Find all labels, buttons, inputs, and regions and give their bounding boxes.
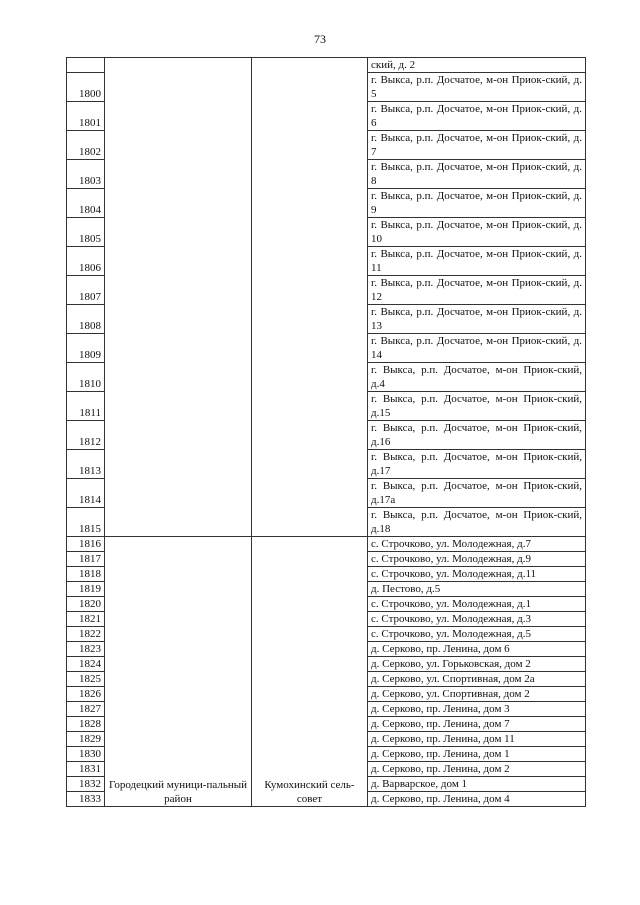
row-number-cell: 1818 [67, 567, 105, 582]
address-cell: с. Строчково, ул. Молодежная, д.3 [368, 612, 586, 627]
district-cell: Городецкий муници-пальный район [105, 537, 252, 807]
address-cell: с. Строчково, ул. Молодежная, д.5 [368, 627, 586, 642]
row-number-cell: 1828 [67, 717, 105, 732]
council-cell [252, 58, 368, 537]
row-number-cell: 1804 [67, 189, 105, 218]
address-cell: с. Строчково, ул. Молодежная, д.9 [368, 552, 586, 567]
address-cell: д. Серково, пр. Ленина, дом 7 [368, 717, 586, 732]
address-cell: д. Серково, ул. Горьковская, дом 2 [368, 657, 586, 672]
row-number-cell: 1819 [67, 582, 105, 597]
row-number-cell: 1813 [67, 450, 105, 479]
row-number-cell [67, 58, 105, 73]
address-cell: д. Серково, ул. Спортивная, дом 2а [368, 672, 586, 687]
row-number-cell: 1809 [67, 334, 105, 363]
row-number-cell: 1801 [67, 102, 105, 131]
address-cell: д. Серково, пр. Ленина, дом 11 [368, 732, 586, 747]
address-cell: г. Выкса, р.п. Досчатое, м-он Приок-ский, д. 11 [368, 247, 586, 276]
row-number-cell: 1812 [67, 421, 105, 450]
row-number-cell: 1833 [67, 792, 105, 807]
address-cell: г. Выкса, р.п. Досчатое, м-он Приок-ский, д. 13 [368, 305, 586, 334]
row-number-cell: 1832 [67, 777, 105, 792]
address-cell: г. Выкса, р.п. Досчатое, м-он Приок-ский, д. 7 [368, 131, 586, 160]
row-number-cell: 1825 [67, 672, 105, 687]
row-number-cell: 1805 [67, 218, 105, 247]
row-number-cell: 1807 [67, 276, 105, 305]
address-cell: г. Выкса, р.п. Досчатое, м-он Приок-ский, д.17а [368, 479, 586, 508]
row-number-cell: 1803 [67, 160, 105, 189]
row-number-cell: 1802 [67, 131, 105, 160]
district-cell [105, 58, 252, 537]
row-number-cell: 1831 [67, 762, 105, 777]
address-cell: ский, д. 2 [368, 58, 586, 73]
row-number-cell: 1817 [67, 552, 105, 567]
row-number-cell: 1815 [67, 508, 105, 537]
row-number-cell: 1800 [67, 73, 105, 102]
row-number-cell: 1821 [67, 612, 105, 627]
address-cell: г. Выкса, р.п. Досчатое, м-он Приок-ский, д. 8 [368, 160, 586, 189]
row-number-cell: 1806 [67, 247, 105, 276]
row-number-cell: 1824 [67, 657, 105, 672]
address-cell: с. Строчково, ул. Молодежная, д.1 [368, 597, 586, 612]
address-cell: г. Выкса, р.п. Досчатое, м-он Приок-ский, д. 12 [368, 276, 586, 305]
address-cell: г. Выкса, р.п. Досчатое, м-он Приок-ский, д. 14 [368, 334, 586, 363]
address-cell: г. Выкса, р.п. Досчатое, м-он Приок-ский, д.18 [368, 508, 586, 537]
address-cell: д. Серково, пр. Ленина, дом 3 [368, 702, 586, 717]
row-number-cell: 1823 [67, 642, 105, 657]
address-cell: д. Серково, пр. Ленина, дом 4 [368, 792, 586, 807]
row-number-cell: 1816 [67, 537, 105, 552]
address-cell: с. Строчково, ул. Молодежная, д.7 [368, 537, 586, 552]
address-table [66, 57, 586, 807]
address-cell: д. Серково, ул. Спортивная, дом 2 [368, 687, 586, 702]
address-cell: г. Выкса, р.п. Досчатое, м-он Приок-ский, д. 6 [368, 102, 586, 131]
row-number-cell: 1829 [67, 732, 105, 747]
row-number-cell: 1827 [67, 702, 105, 717]
address-cell: д. Пестово, д.5 [368, 582, 586, 597]
address-cell: д. Варварское, дом 1 [368, 777, 586, 792]
address-cell: с. Строчково, ул. Молодежная, д.11 [368, 567, 586, 582]
table-row [67, 58, 586, 73]
address-cell: г. Выкса, р.п. Досчатое, м-он Приок-ский, д. 9 [368, 189, 586, 218]
address-cell: г. Выкса, р.п. Досчатое, м-он Приок-ский, д.16 [368, 421, 586, 450]
address-cell: д. Серково, пр. Ленина, дом 2 [368, 762, 586, 777]
row-number-cell: 1830 [67, 747, 105, 762]
row-number-cell: 1814 [67, 479, 105, 508]
address-cell: д. Серково, пр. Ленина, дом 6 [368, 642, 586, 657]
address-cell: г. Выкса, р.п. Досчатое, м-он Приок-ский, д.15 [368, 392, 586, 421]
row-number-cell: 1820 [67, 597, 105, 612]
address-cell: г. Выкса, р.п. Досчатое, м-он Приок-ский, д. 10 [368, 218, 586, 247]
council-cell: Кумохинский сель-совет [252, 537, 368, 807]
table-row [67, 537, 586, 552]
row-number-cell: 1810 [67, 363, 105, 392]
address-cell: д. Серково, пр. Ленина, дом 1 [368, 747, 586, 762]
page-number: 73 [314, 32, 326, 46]
row-number-cell: 1826 [67, 687, 105, 702]
address-cell: г. Выкса, р.п. Досчатое, м-он Приок-ский, д. 5 [368, 73, 586, 102]
address-table-body [67, 58, 586, 807]
row-number-cell: 1822 [67, 627, 105, 642]
row-number-cell: 1808 [67, 305, 105, 334]
address-cell: г. Выкса, р.п. Досчатое, м-он Приок-ский, д.17 [368, 450, 586, 479]
row-number-cell: 1811 [67, 392, 105, 421]
address-cell: г. Выкса, р.п. Досчатое, м-он Приок-ский, д.4 [368, 363, 586, 392]
